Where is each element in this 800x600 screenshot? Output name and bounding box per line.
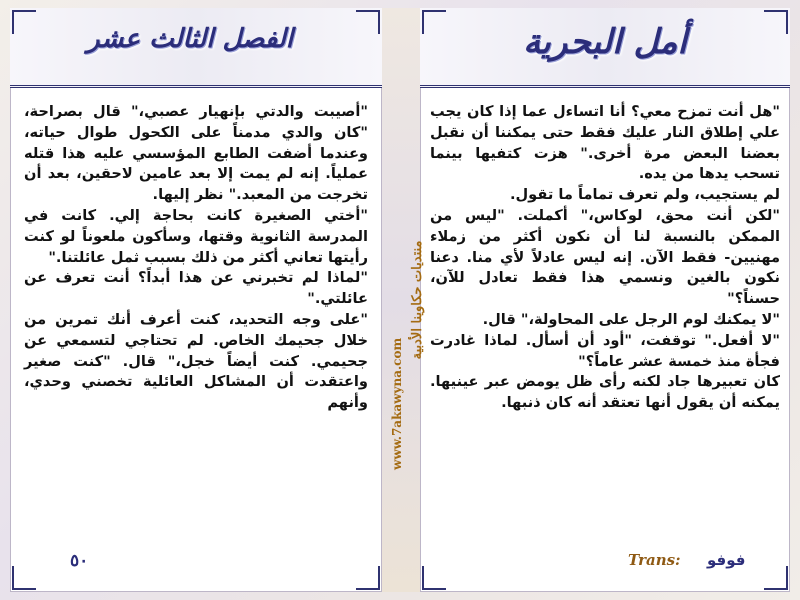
paragraph: كان تعبيرها جاد لكنه رأى ظل يومض عبر عينيها. يمكنه أن يقول أنها تعتقد أنه كان ذنبها. [430, 373, 780, 412]
corner-ornament [356, 10, 380, 34]
paragraph: "لا أفعل." توقفت، "أود أن أسأل. لماذا غادرت فجأة منذ خمسة عشر عاماً؟" [430, 331, 780, 370]
corner-ornament [422, 10, 446, 34]
paragraph: "لكن أنت محق، لوكاس،" أكملت. "ليس من الممكن بالنسبة لنا أن نكون أكثر من زملاء مهنيين- فقط الآن. إنه ليس عادلاً لأي منا. دعنا نكون بالغين ونسمي هذا فقط تعادل للآن، حسناً؟" [430, 206, 780, 308]
paragraph: "هل أنت تمزح معي؟ أنا اتساءل عما إذا كان يجب علي إطلاق النار عليك فقط حتى يمكننا أن نقبل بعضنا البعض مرة أخرى." هزت كتفيها بينما تسحب يدها من يده. [430, 103, 780, 183]
paragraph: "أختي الصغيرة كانت بحاجة إلي. كانت في المدرسة الثانوية وقتها، وسأكون ملعوناً لو كنت رأيتها تعاني أكثر من ذلك بسبب ثمل عائلتنا." [24, 206, 368, 266]
corner-ornament [764, 10, 788, 34]
site-url: www.7akawyna.com [390, 337, 404, 470]
story-title: أمل البحرية [523, 22, 687, 62]
corner-ornament [422, 566, 446, 590]
paragraph: "على وجه التحديد، كنت أعرف أنك تمرين من خلال جحيمك الخاص. لم تحتاجي لتسمعي عن جحيمي. كنت أيضاً خجل،" قال. "كنت صغير واعتقدت أن المشاكل العائلية تخصني وحدي، وأنهم [24, 310, 368, 412]
paragraph: "أصيبت والدتي بإنهيار عصبي،" قال بصراحة، "كان والدي مدمناً على الكحول طوال حياته، وعندما أضفت الطابع المؤسسي عليه هذا قتله عملياً. إنه لم يمت إلا بعد عامين لاحقين، بعد أن تخرجت من المعبد." نظر إليها. [24, 103, 368, 204]
corner-ornament [12, 566, 36, 590]
paragraph: لم يستجيب، ولم تعرف تماماً ما تقول. [509, 186, 780, 204]
translator-name: فوفو [707, 551, 746, 569]
corner-ornament [12, 10, 36, 34]
forum-name: منتديات حكاوينا الأدبية [410, 240, 425, 360]
left-page-text [24, 102, 368, 414]
right-page-text [430, 102, 780, 414]
paragraph: "لا يمكنك لوم الرجل على المحاولة،" قال. [482, 310, 780, 328]
paragraph: "لماذا لم تخبرني عن هذا أبداً؟ أنت تعرف عن عائلتي." [24, 269, 368, 308]
corner-ornament [764, 566, 788, 590]
chapter-title: الفصل الثالث عشر [86, 24, 294, 54]
page-number: ٥٠ [70, 551, 89, 571]
corner-ornament [356, 566, 380, 590]
translator-label: Trans: [628, 551, 681, 569]
